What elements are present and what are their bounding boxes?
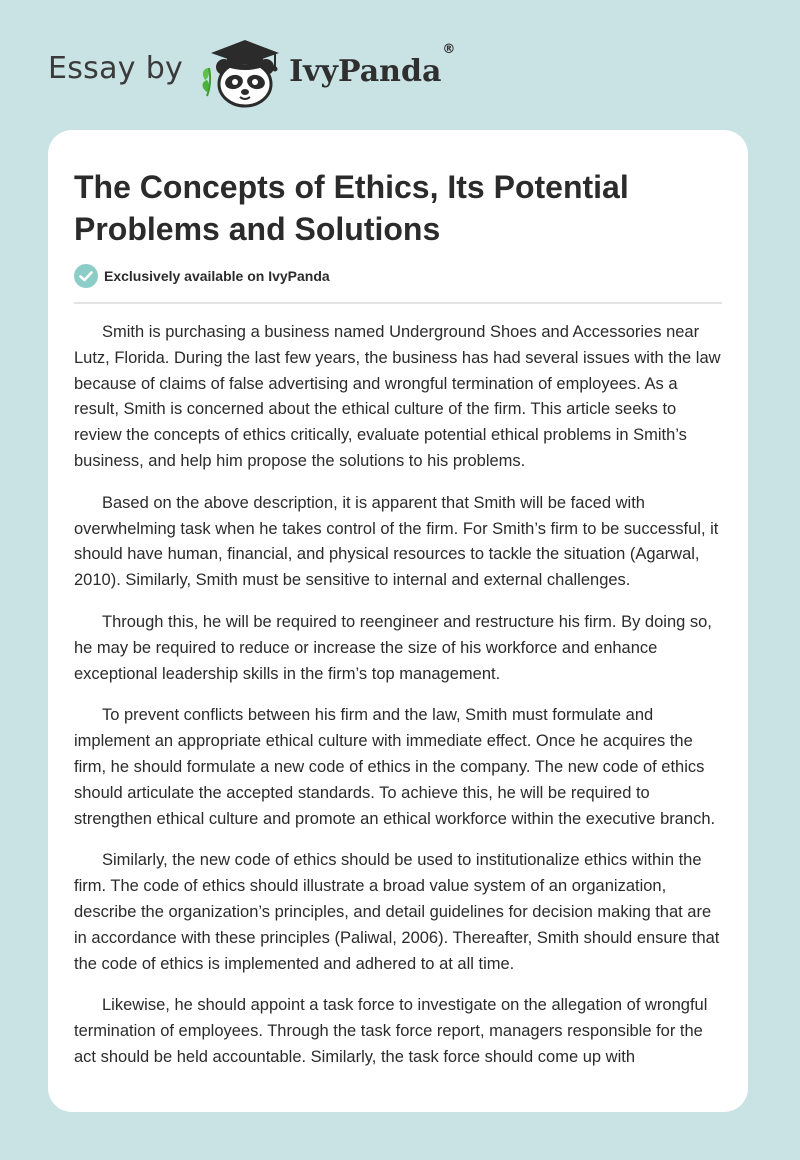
brand-name-text: IvyPanda — [289, 53, 442, 89]
brand-name — [289, 41, 456, 89]
exclusive-notice — [74, 264, 330, 288]
essay-body — [74, 320, 724, 1087]
site-header-brand[interactable] — [48, 34, 455, 108]
paragraph: Similarly, the new code of ethics should be used to institutionalize ethics within the firm. The code of ethics should illustrate a broad value system of an organization, describe the organization’s principles, and detail guidelines for decision making that are in accordance with these principles (Paliwal, 2006). Thereafter, Smith should ensure that the code of ethics is implemented and adhered to at all time. — [74, 851, 720, 973]
paragraph: Likewise, he should appoint a task force to investigate on the allegation of wrongful termination of employees. Through the task force report, managers responsible for the act should be held accountable. Similarly, the task force should come up with — [74, 996, 708, 1066]
paragraph: Smith is purchasing a business named Underground Shoes and Accessories near Lutz, Florida. During the last few years, the business has had several issues with the law because of claims of false advertising and wrongful termination of employees. As a result, Smith is concerned about the ethical culture of the firm. This article seeks to review the concepts of ethics critically, evaluate potential ethical problems in Smith’s business, and help him propose the solutions to his problems. — [74, 323, 721, 470]
essay-title: The Concepts of Ethics, Its Potential Problems and Solutions — [74, 169, 629, 247]
paragraph: To prevent conflicts between his firm and the law, Smith must formulate and implement an appropriate ethical culture with immediate effect. Once he acquires the firm, he should formulate a new code of ethics in the company. The new code of ethics should articulate the accepted standards. To achieve this, he will be required to strengthen ethical culture and promote an ethical workforce within the executive branch. — [74, 706, 716, 828]
registered-mark: ® — [442, 41, 456, 57]
check-circle-icon — [74, 264, 98, 288]
essay-card — [48, 130, 748, 1112]
paragraph: Based on the above description, it is apparent that Smith will be faced with overwhelming task when he takes control of the firm. For Smith’s firm to be successful, it should have human, financial, and physical resources to tackle the situation (Agarwal, 2010). Similarly, Smith must be sensitive to internal and external challenges. — [74, 493, 719, 590]
title-divider — [74, 302, 722, 304]
paragraph: Through this, he will be required to reengineer and restructure his firm. By doing so, he may be required to reduce or increase the size of his workforce and enhance exceptional leadership skills in the firm’s top management. — [74, 612, 712, 683]
panda-graduate-logo — [197, 34, 289, 108]
exclusive-label: Exclusively available on IvyPanda — [104, 268, 330, 284]
essay-by-label: Essay by — [48, 50, 184, 86]
